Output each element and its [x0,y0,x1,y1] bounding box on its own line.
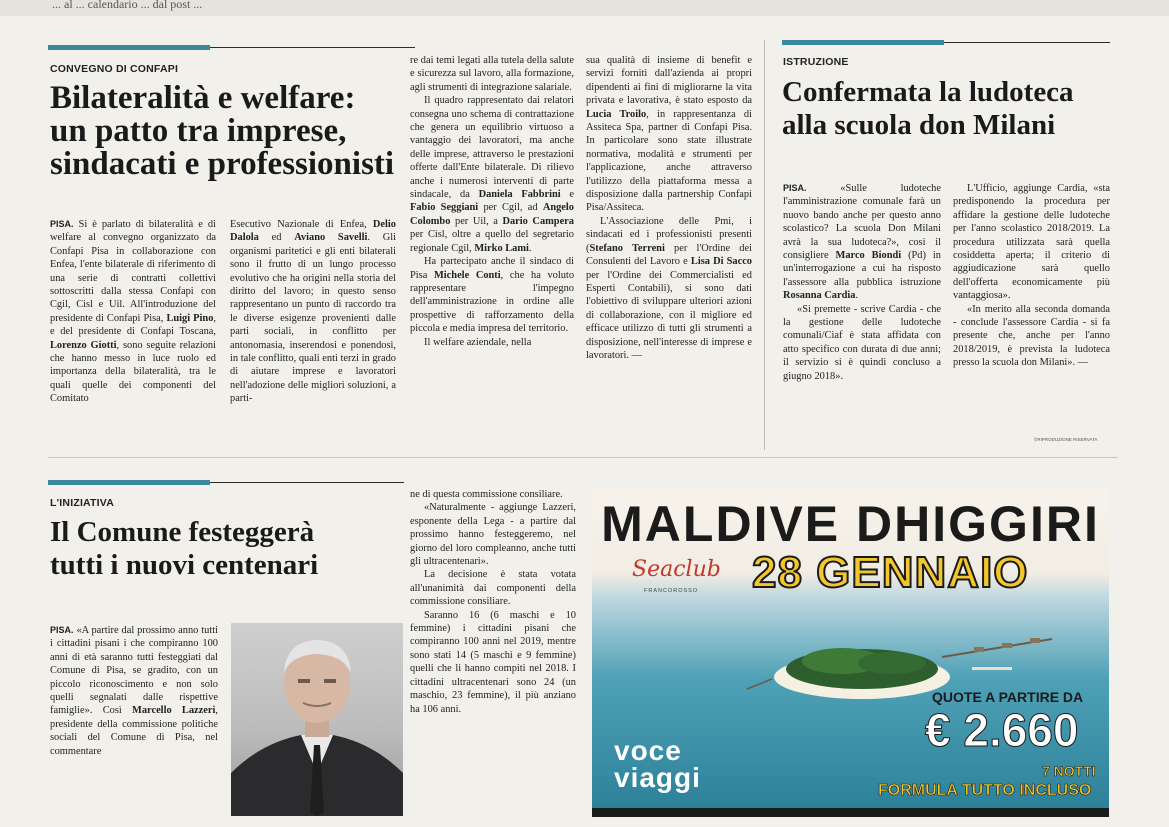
travel-advertisement[interactable] [592,487,1109,817]
article2-column-2 [953,182,1110,434]
article1-col3-bold6: Michele Conti [433,269,501,281]
article1-col3-bold4: Dario Campera [502,215,574,227]
ad-contact-bar [592,808,1109,817]
article1-dateline: PISA. [50,219,74,229]
article1-rule [210,47,415,48]
article1-col4-bold3: Lisa Di Sacco [690,256,752,268]
article3-col2-para1: ne di questa commissione consiliare. [410,489,563,500]
article2-col1-bold2: Rosanna Cardia [783,290,856,302]
article1-col3-text3: per Uil, a [450,215,503,227]
article2-kicker: ISTRUZIONE [783,56,849,68]
article2-col1-para2: «Si premette - scrive Cardia - che la gestione delle ludoteche comunali/Ciaf è stata affidata con atto specifico con durata di due anni; il servizio si è quindi concluso a giugno 2018». [783,303,941,382]
article1-col4-para2 [586,215,752,362]
article1-headline [50,82,394,181]
article3-col1-bold: Marcello Lazzeri [132,705,216,717]
top-cut-text: ... al ... calendario ... dal post ... [52,0,203,11]
article1-col3-para3 [410,255,574,335]
article3-kicker: L'INIZIATIVA [50,497,115,509]
ad-formula: FORMULA TUTTO INCLUSO [878,782,1092,799]
article1-col2-and: ed [258,232,295,244]
portrait-illustration [231,623,403,816]
article2-col2-para1: L'Ufficio, aggiunge Cardia, «sta predisponendo la procedura per affidare la gestione delle ludoteche per l'anno scolastico 2018/2019. La procedura utilizzata sarà quella cosiddetta aperta; il criterio di aggiudicazione sarà quello dell'offerta economicamente più vantaggiosa». [953,183,1110,302]
article1-col3-para2 [410,94,574,255]
article3-headline-line1: Il Comune festeggerà [50,516,315,548]
voce-viaggi-logo [614,737,701,791]
article2-rule [944,42,1110,43]
article1-column-1 [50,218,216,450]
article1-col3-text4: per Cisl, oltre a quello del segretario regionale Cgil, [410,229,574,254]
article2-col1-text2: (Pd) in un'interrogazione a cui ha risposto l'assessore alla pubblica istruzione [783,250,941,288]
article1-col3-bold1: Daniela Fabbrini [478,189,561,201]
article2-headline-line1: Confermata la ludoteca [782,76,1074,108]
article1-col4-bold2: Stefano Terreni [589,242,665,254]
article2-col2-para2: «In merito alla seconda domanda - conclude l'assessore Cardia - si fa presente che, anche per l'anno 2018/2019, è prevista la ludoteca presso la scuola don Milani». — [953,303,1110,369]
article3-col2-para3: La decisione è stata votata all'unanimità dai componenti della commissione consiliare. [410,569,576,608]
article3-column-2 [410,488,576,817]
article3-headline [50,516,318,582]
article1-col4-bold1: Lucia Troilo [586,108,647,120]
article1-kicker: CONVEGNO DI CONFAPI [50,63,179,75]
article3-col2-para2: «Naturalmente - aggiunge Lazzeri, esponente della Lega - a partire dal prossimo hanno festeggeremo, nel giorno del loro compleanno, anche tutti gli ultracentenari». [410,502,576,568]
ad-seaclub-logo: Seaclub [632,557,721,582]
article1-col4-text3: L'Associazione delle Pmi, i sindacati ed i professionisti presenti ( [586,215,752,254]
article1-col3-text6: Ha partecipato anche il sindaco di Pisa [410,256,574,281]
article2-credit: ©RIPRODUZIONE RISERVATA [1034,437,1098,442]
article1-col1-bold2: Lorenzo Giotti [50,339,117,351]
article1-col2-text2: . Gli organismi paritetici e gli enti bilaterali sono il frutto di un lungo processo evolutivo che ha origini nella storia del diritto del lavoro; in questo senso rappresentano un punto di raccordo tra le diverse esigenze provenienti dalle parti sociali, in conflitto per antonomasia, inserendosi e ponendosi, in tale conflitto, quali enti terzi in grado di aiutare imprese e lavoratori nell'adozione delle migliori soluzioni, a parti- [230,232,396,405]
article1-column-2 [230,218,396,450]
voce-viaggi-line2: viaggi [614,762,701,793]
article1-col4-text4: per l'Ordine dei Consulenti del Lavoro e [586,242,752,268]
article1-col3-para4: Il welfare aziendale, nella [424,336,532,348]
article1-col1-text2: , e del presidente di Confapi Toscana, [50,312,216,338]
article1-col1-text3: , sono seguite relazioni che hanno messo in luce ruolo ed importanza della bilateralità, tra le quali quelle dei componenti del Comitato [50,339,216,405]
article1-col3-text7: , che ha voluto rappresentare l'impegno dell'amministrazione in ordine alle prospettive di rafforzamento della piccola e media impresa del territorio. [410,269,574,335]
article2-column-1 [783,182,941,444]
ad-logo-subtitle: FRANCOROSSO [644,588,699,594]
article1-col4-text5: per l'Ordine dei Commercialisti ed Esperti Contabili), si sono dati l'obiettivo di sviluppare ulteriori azioni di collaborazione, con il migliore ed efficace utilizzo di tutti gli strumenti a disposizione, nell'interesse di imprese e lavoratori. — [586,269,752,361]
article1-column-4 [586,54,752,450]
ad-price: € 2.660 [925,704,1079,756]
article1-headline-line3: sindacati e professionisti [50,146,395,182]
article1-col2-text: Esecutivo Nazionale di Enfea, [230,219,373,230]
article1-col3-text5: . [528,242,532,254]
article2-col1-text: «Sulle ludoteche l'amministrazione comunale farà un nuovo bando anche per questo anno scolastico? La scuola Don Milani avrà la sua ludoteca?», così il consigliere [783,183,941,262]
article2-dateline: PISA. [783,183,807,193]
ad-quote-label: QUOTE A PARTIRE DA [932,689,1084,705]
article3-col1-text2: , presidente della commissione politiche sociali del Comune di Pisa, nel commentare [50,705,218,757]
article1-column-3 [410,54,574,450]
article1-col1-text: Si è parlato di bilateralità e di welfare al convegno organizzato da Confapi Pisa in collaborazione con Enfea, l'ente bilaterale di riferimento di una serie di contratti collettivi sottoscritti dalla stessa Confapi con Cgil, Cisl e Uil. All'introduzione del presidente di Confapi Pisa, [50,219,216,324]
ad-title: MALDIVE DHIGGIRI [601,496,1100,552]
article1-col3-e: e [560,189,574,201]
article2-headline [782,76,1074,142]
article2-headline-line2: alla scuola don Milani [782,109,1056,141]
article1-col2-bold1: Delio Dalola [230,219,396,244]
portrait-photo [231,623,403,816]
article1-col4-para1 [586,54,752,215]
column-divider [764,40,765,450]
article1-col3-bold2: Fabio Seggiani [410,202,479,214]
article2-col1-bold1: Marco Biondi [835,250,902,262]
voce-viaggi-line1: voce [614,735,682,766]
article1-accent-bar [48,45,210,50]
article1-col3-para1: re dai temi legati alla tutela della salute e sicurezza sul lavoro, alla formazione, agli strumenti di integrazione salariale. [410,55,574,93]
article3-col1-text: «A partire dal prossimo anno tutti i cittadini pisani i che compiranno 100 anni di età saranno tutti festeggiati dal Comune di Pisa, se gradito, con un piccolo riconoscimento e non solo quelli segnalati dalle rispettive famiglie». Così [50,625,218,717]
article3-col1-para [50,624,218,758]
article3-column-1 [50,624,218,817]
article1-col1-bold1: Luigi Pino [166,312,214,324]
article2-col1-text3: . [855,290,859,302]
article1-col3-text: Il quadro rappresentato dai relatori consegna uno schema di contrattazione che genera un equilibrio virtuoso a vantaggio dei lavoratori, ma anche delle imprese, attraverso le prestazioni offerte dall'Ente bilaterale. Di rilievo anche i numerosi interventi di parte sindacale, da [410,95,574,201]
article3-headline-line2: tutti i nuovi centenari [50,549,319,581]
article1-headline-line1: Bilateralità e welfare: [50,80,356,116]
article3-dateline: PISA. [50,625,74,635]
article1-col2-bold2: Aviano Savelli [294,232,368,244]
article1-col4-text2: , in rappresentanza di Assiteca Spa, partner di Confapi Pisa. In particolare sono state illustrate normativa, modalità e strumenti per l'applicazione, anche attraverso l'utilizzo della piattaforma messa a disposizione dalla partnership Confapi Pisa/Assiteca. [586,108,752,214]
article3-accent-bar [48,480,210,485]
article1-col3-bold5: Mirko Lami [474,242,529,254]
article3-rule [210,482,404,483]
article1-col3-bold3: Angelo Colombo [410,202,574,227]
ad-date: 28 GENNAIO [752,548,1029,597]
article2-accent-bar [782,40,944,45]
ad-nights: 7 NOTTI [1042,763,1096,779]
section-divider [48,457,1118,458]
article2-col1-para1 [783,182,941,303]
article1-col4-text: sua qualità di insieme di benefit e servizi forniti dall'azienda ai propri dipendenti ai fini di migliorarne la vita privata e lavorativa, è stato esposto da [586,55,752,107]
article3-col2-para4: Saranno 16 (6 maschi e 10 femmine) i cittadini pisani che compiranno 100 anni nel 2019, mentre sono stati 14 (5 maschi e 9 femmine) quelli che li hanno compiti nel 2018. I cittadini ultracentenari sono 24 (un maschio, 23 femmine), il più anziano ha 106 anni. [410,609,576,715]
article1-headline-line2: un patto tra imprese, [50,113,347,149]
article1-col3-text2: per Cgil, ad [478,202,543,214]
